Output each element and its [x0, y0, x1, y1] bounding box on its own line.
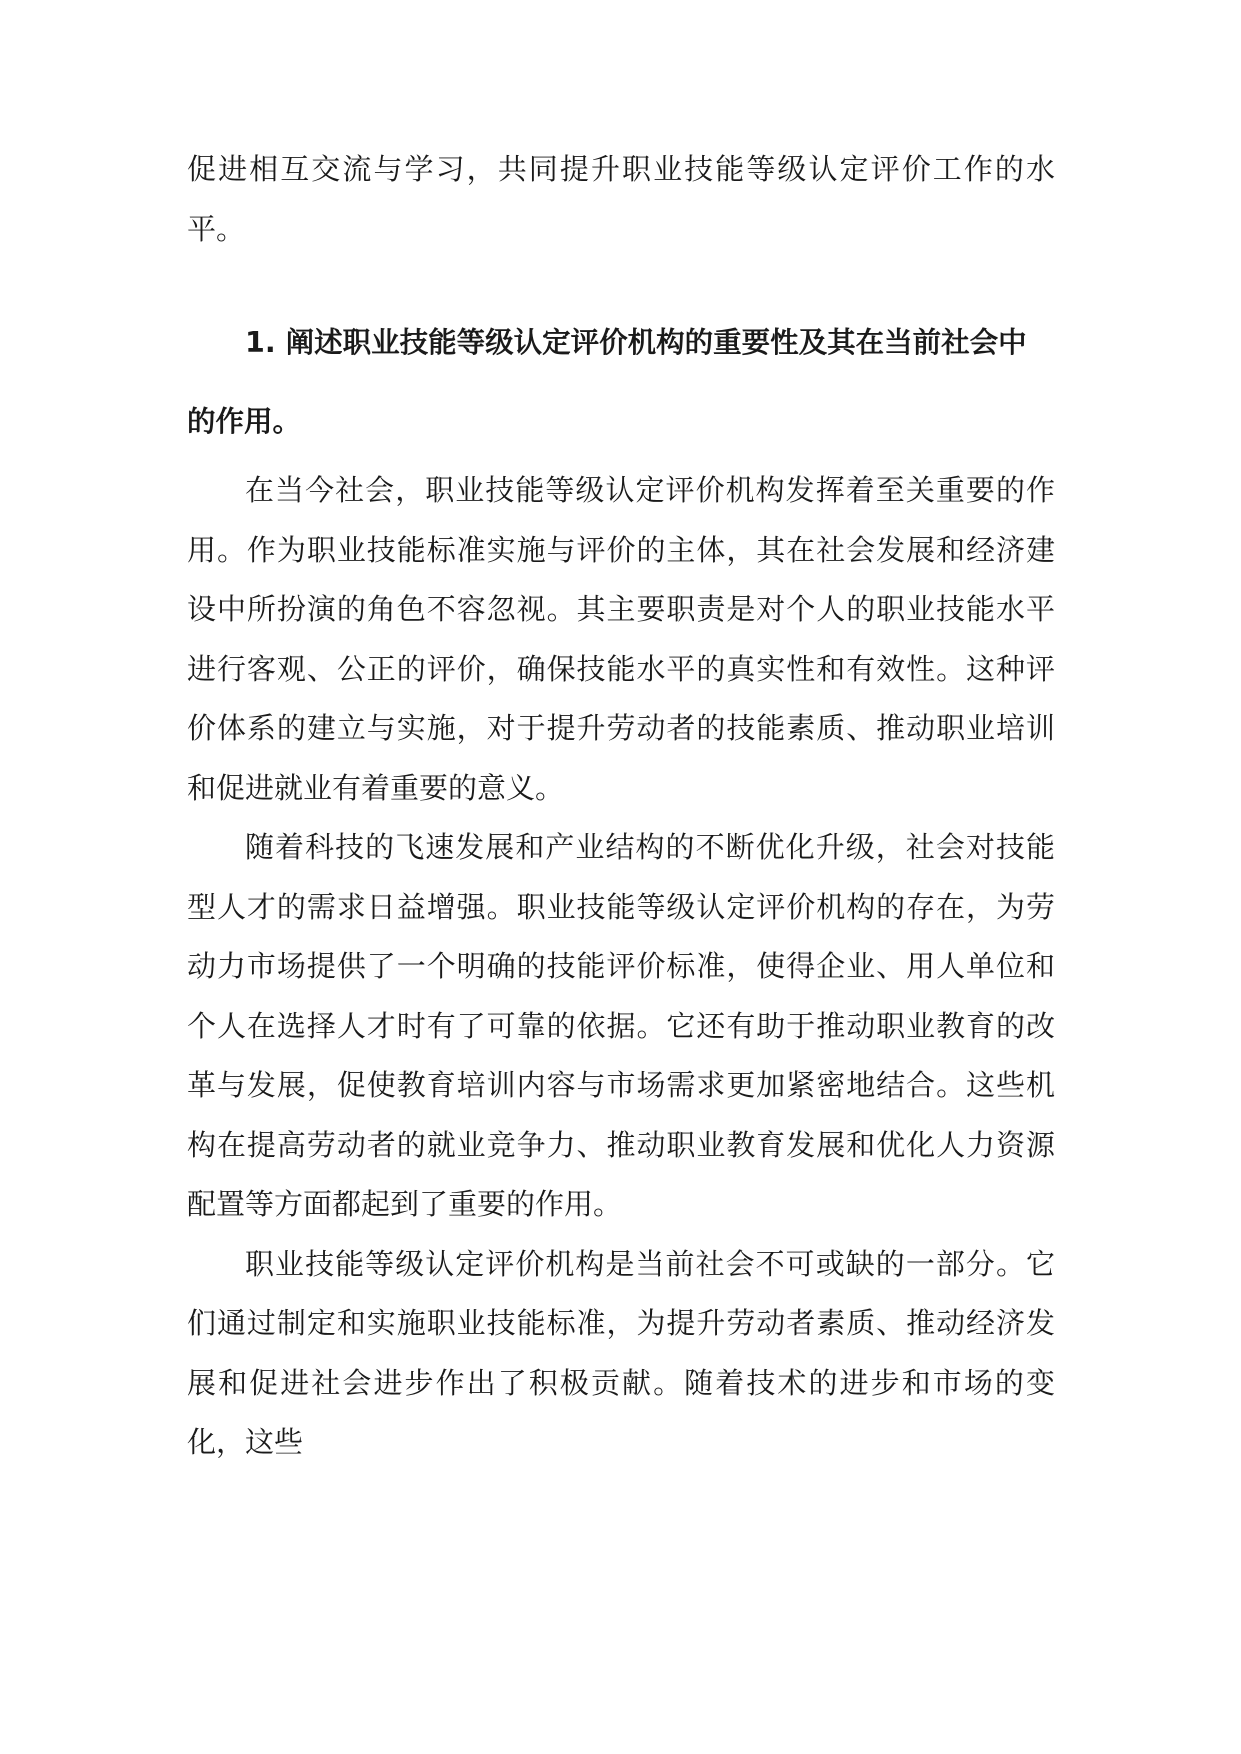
body-paragraph-3: 职业技能等级认定评价机构是当前社会不可或缺的一部分。它们通过制定和实施职业技能标准，为提升劳动者素质、推动经济发展和促进社会进步作出了积极贡献。随着技术的进步和市场的变化，这些 [187, 1246, 1055, 1459]
section-heading: 1. 阐述职业技能等级认定评价机构的重要性及其在当前社会中的作用。 [187, 326, 1027, 438]
body-paragraph-1: 在当今社会，职业技能等级认定评价机构发挥着至关重要的作用。作为职业技能标准实施与评价的主体，其在社会发展和经济建设中所扮演的角色不容忽视。其主要职责是对个人的职业技能水平进行客观、公正的评价，确保技能水平的真实性和有效性。这种评价体系的建立与实施，对于提升劳动者的技能素质、推动职业培训和促进就业有着重要的意义。 [187, 473, 1055, 805]
document-body [187, 140, 1055, 1473]
lead-paragraph: 促进相互交流与学习，共同提升职业技能等级认定评价工作的水平。 [187, 152, 1055, 246]
body-paragraph-2: 随着科技的飞速发展和产业结构的不断优化升级，社会对技能型人才的需求日益增强。职业技能等级认定评价机构的存在，为劳动力市场提供了一个明确的技能评价标准，使得企业、用人单位和个人在选择人才时有了可靠的依据。它还有助于推动职业教育的改革与发展，促使教育培训内容与市场需求更加紧密地结合。这些机构在提高劳动者的就业竞争力、推动职业教育发展和优化人力资源配置等方面都起到了重要的作用。 [187, 830, 1055, 1221]
